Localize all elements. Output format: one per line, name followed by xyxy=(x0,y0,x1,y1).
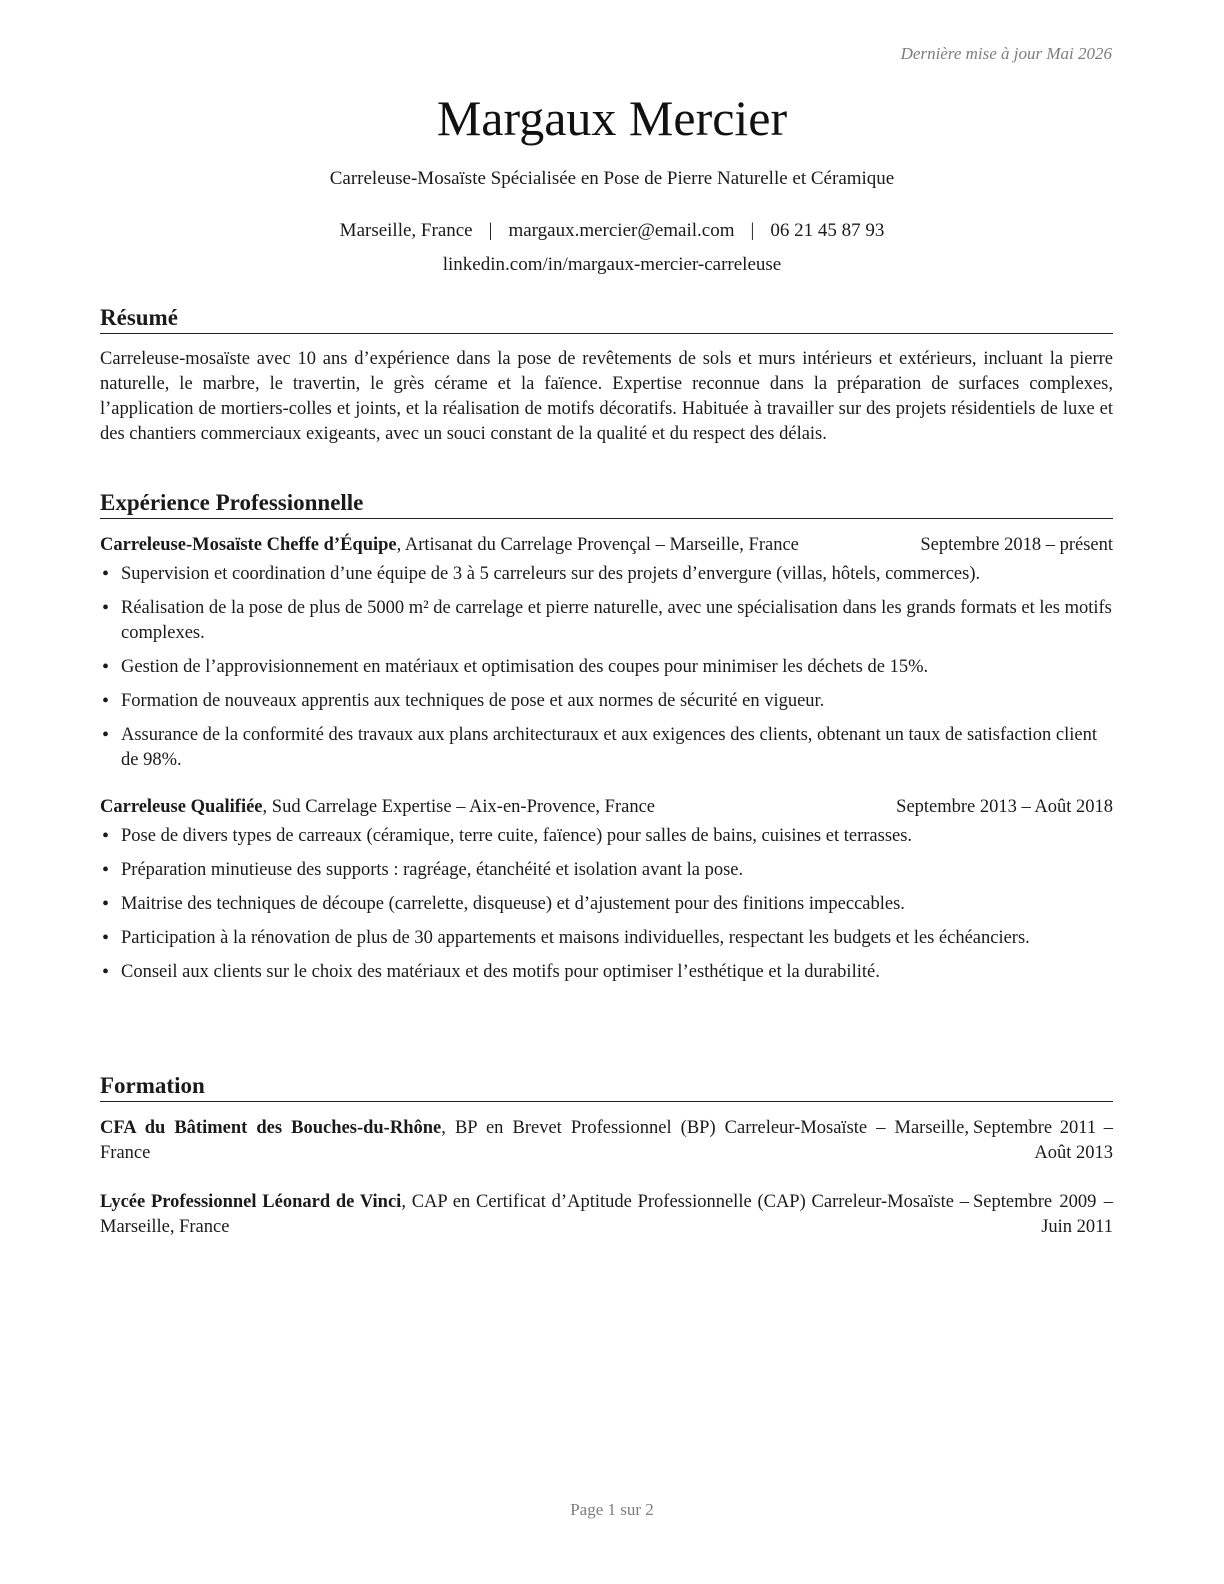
job-dates: Septembre 2018 – présent xyxy=(920,535,1113,555)
job-employer: , Artisanat du Carrelage Provençal – Marseille, France xyxy=(396,535,799,555)
email-link[interactable]: margaux.mercier@email.com xyxy=(508,220,735,241)
education-heading xyxy=(100,1190,969,1240)
list-item: • Participation à la rénovation de plus de 30 appartements et maisons individuelles, respectant les budgets et les échéanciers. xyxy=(100,926,1113,951)
list-item: • Conseil aux clients sur le choix des matériaux et des motifs pour optimiser l’esthétique et la durabilité. xyxy=(100,960,1113,985)
list-item: • Formation de nouveaux apprentis aux techniques de pose et aux normes de sécurité en vigueur. xyxy=(100,689,1113,714)
job-title: Carreleuse Qualifiée xyxy=(100,797,263,817)
education-entry xyxy=(100,1190,1113,1240)
separator: | xyxy=(488,220,493,241)
separator: | xyxy=(750,220,755,241)
list-item: • Gestion de l’approvisionnement en matériaux et optimisation des coupes pour minimiser les déchets de 15%. xyxy=(100,655,1113,680)
job-bullets xyxy=(100,824,1113,985)
degree-details: , BP en Brevet Professionnel (BP) Carreleur-Mosaïste – Marseille, France xyxy=(100,1118,969,1163)
candidate-name: Margaux Mercier xyxy=(436,90,788,146)
job-header xyxy=(100,795,1113,820)
job-entry xyxy=(100,533,1113,773)
job-entry xyxy=(100,795,1113,985)
last-updated: Dernière mise à jour Mai 2026 xyxy=(900,44,1112,63)
job-employer: , Sud Carrelage Expertise – Aix-en-Provence, France xyxy=(262,797,656,817)
degree-details: , CAP en Certificat d’Aptitude Professionnelle (CAP) Carreleur-Mosaïste – Marseille, France xyxy=(100,1192,970,1237)
school-name: Lycée Professionnel Léonard de Vinci xyxy=(100,1192,402,1212)
phone-number[interactable]: 06 21 45 87 93 xyxy=(770,220,885,241)
education-entry xyxy=(100,1116,1113,1166)
section-title-education: Formation xyxy=(100,1072,1113,1102)
section-title-summary: Résumé xyxy=(100,304,1113,334)
education-dates: Septembre 2011 – Août 2013 xyxy=(973,1118,1113,1163)
list-item: • Assurance de la conformité des travaux aux plans architecturaux et aux exigences des clients, obtenant un taux de satisfaction client de 98%. xyxy=(100,723,1113,773)
school-name: CFA du Bâtiment des Bouches-du-Rhône xyxy=(100,1118,442,1138)
section-title-experience: Expérience Professionnelle xyxy=(100,489,1113,519)
education-heading xyxy=(100,1116,969,1166)
education-section xyxy=(100,1072,1113,1240)
location: Marseille, France xyxy=(339,220,473,241)
list-item: • Maitrise des techniques de découpe (carrelette, disqueuse) et d’ajustement pour des finitions impeccables. xyxy=(100,892,1113,917)
education-dates: Septembre 2009 – Juin 2011 xyxy=(973,1192,1113,1237)
list-item: • Réalisation de la pose de plus de 5000 m² de carrelage et pierre naturelle, avec une spécialisation dans les grands formats et les motifs complexes. xyxy=(100,596,1113,646)
linkedin-link[interactable]: linkedin.com/in/margaux-mercier-carreleuse xyxy=(442,254,782,275)
job-title: Carreleuse-Mosaïste Cheffe d’Équipe xyxy=(100,535,397,555)
list-item: • Supervision et coordination d’une équipe de 3 à 5 carreleurs sur des projets d’envergure (villas, hôtels, commerces). xyxy=(100,562,1113,587)
summary-section xyxy=(100,304,1113,447)
job-tagline: Carreleuse-Mosaïste Spécialisée en Pose de Pierre Naturelle et Céramique xyxy=(329,168,895,189)
summary-text: Carreleuse-mosaïste avec 10 ans d’expérience dans la pose de revêtements de sols et murs intérieurs et extérieurs, incluant la pierre naturelle, le marbre, le travertin, le grès cérame et la faïence. Expertise reconnue dans la préparation de surfaces complexes, l’application de mortiers-colles et joints, et la réalisation de motifs décoratifs. Habituée à travailler sur des projets résidentiels de luxe et des chantiers commerciaux exigeants, avec un souci constant de la qualité et du respect des délais. xyxy=(100,349,1113,444)
page-number: Page 1 sur 2 xyxy=(570,1500,654,1519)
job-header xyxy=(100,533,1113,558)
contact-line xyxy=(0,218,1224,244)
job-dates: Septembre 2013 – Août 2018 xyxy=(896,797,1113,817)
list-item: • Préparation minutieuse des supports : ragréage, étanchéité et isolation avant la pose. xyxy=(100,858,1113,883)
experience-section xyxy=(100,489,1113,994)
job-heading xyxy=(100,795,873,820)
job-bullets xyxy=(100,562,1113,773)
list-item: • Pose de divers types de carreaux (céramique, terre cuite, faïence) pour salles de bains, cuisines et terrasses. xyxy=(100,824,1113,849)
